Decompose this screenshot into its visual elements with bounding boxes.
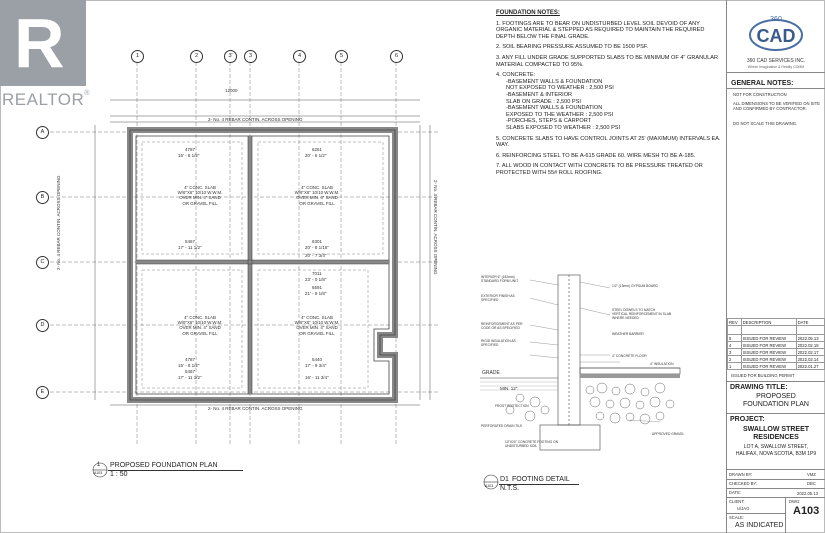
plan-caption-title: PROPOSED FOUNDATION PLAN [110,462,218,469]
dim-r2-top: 6261 [312,147,323,152]
general-notes-title: GENERAL NOTES: [731,80,794,87]
rule [727,513,785,514]
rev-date: 2022.01.27 [796,363,824,370]
detail-label-form-unit: INTERIOR 6" (152mm) STANDARD FORM UNIT [481,275,519,283]
rev-date: 2022.05.13 [796,335,824,342]
concrete-spec-6: EXPOSED TO THE WEATHER : 2,500 PSI [506,111,614,118]
dim-r3-bot-imp: 17' - 11 1/2" [178,375,202,380]
left-rebar-note: 2- No. 4 REBAR CONTIN. ACROSS OPENING [56,175,61,270]
dwg-label: DWG: [789,499,801,504]
note-5: 5. CONCRETE SLABS TO HAVE CONTROL JOINTS AT 25' (MAXIMUM) INTERVALS EA. WAY. [496,135,721,149]
detail-label-weather-barrier: WEATHER BARRIER [612,332,644,336]
dim-r1-top: 4787 [185,147,196,152]
dim-r4-top2: 6591 [312,285,323,290]
footing-detail-drawing [480,270,720,485]
detail-caption-scale: N.T.S. [500,485,520,492]
drawing-title-header: DRAWING TITLE: [730,384,788,391]
detail-caption-rule [499,484,579,485]
note-1: 1. FOOTINGS ARE TO BEAR ON UNDISTURBED LEVEL SOIL DEVOID OF ANY ORGANIC MATERIAL & STEPPED AS REQUIRED TO MAINTAIN THE REQUIRED DEPTH BELOW THE FINAL GRADE. [496,20,705,40]
date-col-header: DATE [796,319,824,326]
grid-bubble-6: 6 [390,50,403,63]
scale-value: AS INDICATED [735,522,784,529]
plan-caption-rule [108,470,243,471]
grid-bubble-C: C [36,256,49,269]
dim-r3-bot: 5467 [185,369,196,374]
registered-mark: ® [84,90,90,97]
concrete-spec-3: -BASEMENT & INTERIOR [506,91,573,98]
concrete-spec-8: SLABS EXPOSED TO WEATHER : 2,500 PSI [506,124,621,131]
concrete-spec-4: SLAB ON GRADE : 2,500 PSI [506,98,581,105]
dim-r4-bot2-imp: 16' - 11 3/4" [305,375,329,380]
plan-caption-number: 1 [97,462,101,468]
grid-bubble-3: 3 [244,50,257,63]
rev-num: 5 [728,335,742,342]
dim-r3-top-imp: 15' - 8 1/2" [178,363,200,368]
drawn-by-value: VMZ [807,472,816,477]
slab-note-room-4: 4" CONC. SLAB W/6"X6" 10/10 W.W.M. OVER MIN. 4" SAND OR GRAVEL FILL [294,315,340,336]
detail-label-min-depth: MIN. 12" [500,386,518,391]
grid-bubble-B: B [36,191,49,204]
date-label: DATE: [729,490,742,495]
detail-label-gypsum: 1/2" (13mm) GYPSUM BOARD [612,284,658,288]
general-notes-rule [727,88,825,89]
detail-label-frost: FROST PROTECTION [495,404,529,408]
rev-desc: ISSUED FOR REVIEW [741,342,796,349]
detail-label-insulation: 4" INSULATION [650,362,674,366]
drawing-title: PROPOSED FOUNDATION PLAN [743,393,809,408]
rev-desc: ISSUED FOR REVIEW [741,363,796,370]
dim-r4-top-imp: 23' - 0 1/8" [305,277,327,282]
company-logo [745,12,807,54]
grid-bubble-1: 1 [131,50,144,63]
checked-by-label: CHECKED BY: [729,481,758,486]
detail-label-exterior-finish: EXTERIOR FINISH AS SPECIFIED [481,294,515,302]
plan-caption-scale: 1 : 50 [110,471,128,478]
dim-r2-bot-imp: 20' - 8 1/16" [305,245,329,250]
dim-r4-bot: 5440 [312,357,323,362]
note-6: 6. REINFORCING STEEL TO BE A-615 GRADE 60. WIRE MESH TO BE A-185. [496,152,696,159]
date-value: 2022.05.13 [797,491,818,496]
project-header: PROJECT: [730,416,765,423]
grid-bubble-D: D [36,319,49,332]
dwg-divider [785,497,786,533]
rev-num: 2 [728,356,742,363]
revision-row [728,349,825,356]
detail-label-rigid-insulation: RIGID INSULATION AS SPECIFIED [481,339,516,347]
realtor-logo-letter: R [14,4,65,82]
grid-bubble-E: E [36,386,49,399]
grid-bubble-3prime: 3' [224,50,237,63]
revision-header-row [728,319,825,326]
company-name: 360 CAD SERVICES INC. [746,58,806,64]
plan-caption-sheet: A103 [94,471,103,475]
project-address-2: HALIFAX, NOVA SCOTIA, B3M 1P9 [735,451,817,457]
revision-spacer [728,326,742,335]
company-slogan: Where Imagination & Reality COMM [747,65,805,69]
note-3: 3. ANY FILL UNDER GRADE SUPPORTED SLABS TO BE MINIMUM OF 4" GRANULAR MATERIAL COMPACTED TO 95%. [496,54,719,68]
detail-label-footing: 10"X20" CONCRETE FOOTING ON UNDISTURBED SOIL [505,440,559,448]
slab-note-room-3: 4" CONC. SLAB W/6"X6" 10/10 W.W.M. OVER MIN. 4" SAND OR GRAVEL FILL [177,315,223,336]
overall-dimension: 12000 [225,88,238,93]
general-note-2: ALL DIMENSIONS TO BE VERIFIED ON SITE AND CONFIRMED BY CONTRACTOR. [733,101,820,111]
concrete-spec-2: NOT EXPOSED TO WEATHER : 2,500 PSI [506,85,614,92]
realtor-wordmark-text: REALTOR [2,90,85,109]
project-address-1: LOT A, SWALLOW STREET, [743,444,809,450]
note-7: 7. ALL WOOD IN CONTACT WITH CONCRETE TO BE PRESSURE TREATED OR PROTECTED WITH 55# ROLL ROOFING. [496,163,703,176]
dim-r3-top: 4787 [185,357,196,362]
revision-table [727,318,825,370]
dim-r2-bot2-imp: 20' - 7 3/4" [305,253,327,258]
general-note-3: DO NOT SCALE THIS DRAWING. [733,121,798,126]
rev-date: 2022.02.17 [796,349,824,356]
dim-r4-top2-imp: 21' - 9 1/8" [305,291,327,296]
detail-label-drain-tile: PERFORATED DRAIN TILE [481,424,523,428]
revision-row [728,342,825,349]
dim-r4-top: 7011 [312,271,322,276]
concrete-spec-1: -BASEMENT WALLS & FOUNDATION [506,78,603,85]
drawn-by-label: DRAWN BY: [729,472,753,477]
company-logo-area [727,0,825,73]
dim-r2-top-imp: 20' - 6 1/2" [305,153,327,158]
slab-note-room-2: 4" CONC. SLAB W/6"X6" 10/10 W.W.M. OVER MIN. 4" SAND OR GRAVEL FILL [294,185,340,206]
dim-r2-bot: 6301 [312,239,323,244]
rule [727,497,825,498]
rev-date: 2022.02.14 [796,356,824,363]
grid-bubble-4: 4 [293,50,306,63]
project-name: SWALLOW STREET RESIDENCES [742,426,810,441]
foundation-notes-title: FOUNDATION NOTES: [496,10,560,16]
rule [727,469,825,470]
rev-desc: ISSUED FOR REVIEW [741,349,796,356]
rev-date: 2022.02.18 [796,342,824,349]
logo-number: 360 [770,16,782,23]
general-note-1: NOT FOR CONSTRUCTION [733,92,787,97]
rev-num: 3 [728,349,742,356]
revision-row [728,335,825,342]
top-rebar-note: 2- No. 4 REBAR CONTIN. ACROSS OPENING [208,117,303,122]
dim-r4-bot-imp: 17' - 9 3/4" [305,363,327,368]
note-4: 4. CONCRETE: [496,72,536,79]
rule [727,479,825,480]
bottom-rebar-note: 2- No. 4 REBAR CONTIN. ACROSS OPENING [208,406,303,411]
grid-bubble-A: A [36,126,49,139]
detail-caption-sheet: A103 [485,484,494,488]
client-label: CLIENT: [729,499,745,504]
scale-label: SCALE: [729,515,744,520]
rev-desc: ISSUED FOR REVIEW [741,356,796,363]
rule [727,488,825,489]
foundation-notes [496,10,722,180]
revision-row [728,363,825,370]
rule [727,413,825,414]
grid-bubble-5: 5 [335,50,348,63]
detail-caption-title: FOOTING DETAIL [512,476,570,483]
title-block [726,0,825,533]
right-rebar-note: 2- No. 4 REBAR CONTIN. ACROSS OPENING [433,180,438,275]
detail-label-dowels: STEEL DOWELS TO MATCH VERTICAL REINFORCEMENT IN SLAB WHERE NEEDED [612,308,672,320]
detail-label-gravel: APPROVED GRAVEL [652,432,685,436]
dwg-number: A103 [793,505,820,517]
slab-note-room-1: 4" CONC. SLAB W/6"X6" 10/10 W.W.M. OVER MIN. 4" SAND OR GRAVEL FILL [177,185,223,206]
rev-col-header: REV [728,319,742,326]
concrete-spec-7: -PORCHES, STEPS & CARPORT [506,118,592,125]
issued-note: ISSUED FOR BUILDING PERMIT [731,373,795,378]
dim-r1-top-imp: 15' - 8 1/2" [178,153,200,158]
detail-label-reinforcement: REINFORCEMENT AS PER CODE OR AS SPECIFIED [481,322,523,330]
dim-r1-bot: 5467 [185,239,196,244]
rev-num: 1 [728,363,742,370]
detail-label-concrete-floor: 4" CONCRETE FLOOR [612,354,647,358]
client-value: U/JAG [737,506,750,511]
grid-bubble-2: 2 [190,50,203,63]
logo-cad: CAD [756,26,796,46]
rule [727,381,825,382]
rev-num: 4 [728,342,742,349]
detail-caption-id: D1 [500,476,509,483]
rev-desc: ISSUED FOR REVIEW [741,335,796,342]
detail-label-grade: GRADE [482,370,500,376]
concrete-spec-5: -BASEMENT WALLS & FOUNDATION [506,105,603,112]
description-col-header: DESCRIPTION [741,319,796,326]
dim-r1-bot-imp: 17' - 11 1/2" [178,245,202,250]
checked-by-value: DBC [807,481,816,486]
revision-row [728,356,825,363]
note-2: 2. SOIL BEARING PRESSURE ASSUMED TO BE 1500 PSF. [496,44,649,51]
